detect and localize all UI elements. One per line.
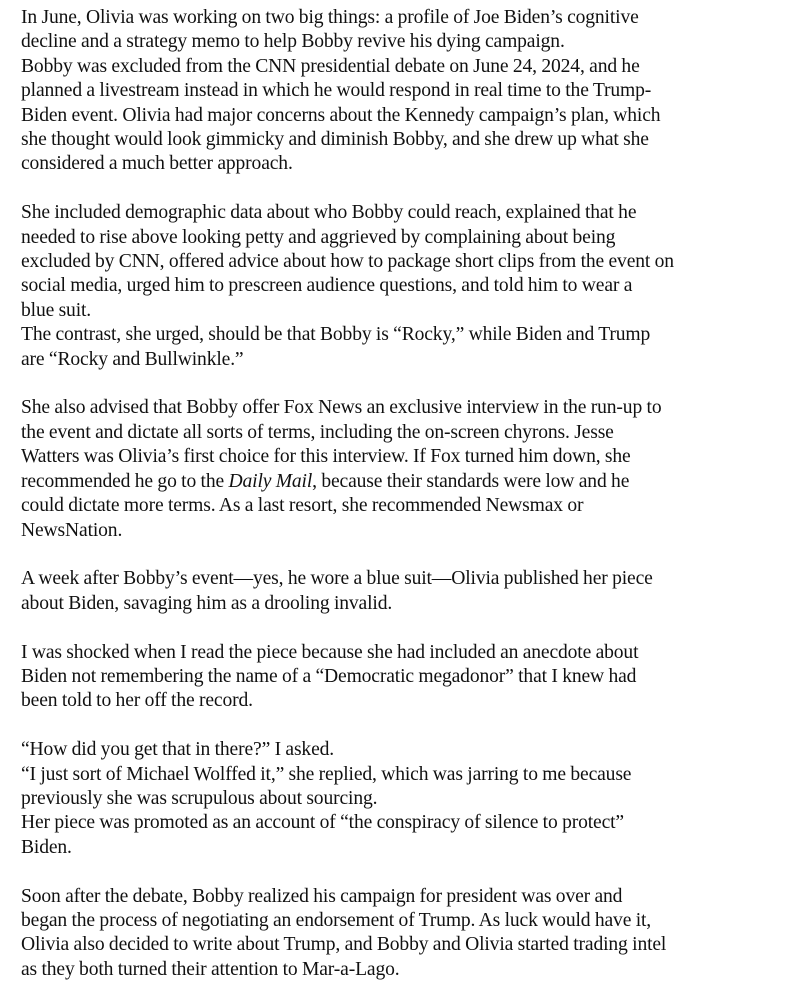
text-line: Soon after the debate, Bobby realized his campaign for president was over and (21, 885, 623, 907)
text-line: the event and dictate all sorts of terms, including the on-screen chyrons. Jesse (21, 421, 614, 443)
text-line: “I just sort of Michael Wolffed it,” she replied, which was jarring to me because (21, 763, 632, 785)
text-line: excluded by CNN, offered advice about how to package short clips from the event on (21, 251, 674, 273)
text-line: blue suit. (21, 299, 92, 321)
paragraph-fox-news-advice (21, 396, 786, 542)
text-segment: recommended he go to the (21, 470, 229, 492)
text-line (21, 470, 786, 494)
text-line: Olivia also decided to write about Trump, and Bobby and Olivia started trading intel (21, 934, 667, 956)
text-line: she thought would look gimmicky and diminish Bobby, and she drew up what she (21, 129, 649, 151)
text-line: Watters was Olivia’s first choice for this interview. If Fox turned him down, she (21, 446, 631, 468)
text-line: about Biden, savaging him as a drooling invalid. (21, 592, 393, 614)
text-line: planned a livestream instead in which he would respond in real time to the Trump- (21, 80, 652, 102)
text-line: considered a much better approach. (21, 153, 293, 175)
document-body (21, 6, 786, 1007)
text-line: Biden event. Olivia had major concerns about the Kennedy campaign’s plan, which (21, 104, 661, 126)
paragraph-week-after-event (21, 567, 786, 616)
text-line: A week after Bobby’s event—yes, he wore a blue suit—Olivia published her piece (21, 568, 653, 590)
text-line: previously she was scrupulous about sourcing. (21, 787, 378, 809)
paragraph-dialogue-sourcing (21, 738, 786, 860)
text-segment: , because their standards were low and he (312, 470, 630, 492)
text-line: as they both turned their attention to Mar-a-Lago. (21, 958, 400, 980)
text-line: “How did you get that in there?” I asked. (21, 739, 335, 761)
text-line: social media, urged him to prescreen audience questions, and told him to wear a (21, 275, 633, 297)
text-line: began the process of negotiating an endorsement of Trump. As luck would have it, (21, 909, 652, 931)
text-line: The contrast, she urged, should be that Bobby is “Rocky,” while Biden and Trump (21, 324, 651, 346)
paragraph-shocked-anecdote (21, 641, 786, 714)
text-line: decline and a strategy memo to help Bobby revive his dying campaign. (21, 31, 565, 53)
paragraph-june-work (21, 6, 786, 177)
text-line: Biden. (21, 836, 72, 858)
text-line: Biden not remembering the name of a “Democratic megadonor” that I knew had (21, 665, 637, 687)
paragraph-after-debate (21, 885, 786, 983)
text-line: She also advised that Bobby offer Fox News an exclusive interview in the run-up to (21, 397, 662, 419)
publication-title-daily-mail: Daily Mail (228, 470, 313, 492)
paragraph-demographic-data (21, 201, 786, 372)
text-line: are “Rocky and Bullwinkle.” (21, 348, 244, 370)
text-line: I was shocked when I read the piece because she had included an anecdote about (21, 641, 639, 663)
text-line: She included demographic data about who Bobby could reach, explained that he (21, 202, 637, 224)
text-line: Bobby was excluded from the CNN presidential debate on June 24, 2024, and he (21, 55, 640, 77)
text-line: needed to rise above looking petty and aggrieved by complaining about being (21, 226, 616, 248)
text-line: In June, Olivia was working on two big things: a profile of Joe Biden’s cognitive (21, 7, 639, 28)
text-line: NewsNation. (21, 519, 123, 541)
text-line: could dictate more terms. As a last resort, she recommended Newsmax or (21, 495, 584, 517)
text-line: Her piece was promoted as an account of “the conspiracy of silence to protect” (21, 812, 624, 834)
text-line: been told to her off the record. (21, 690, 253, 712)
